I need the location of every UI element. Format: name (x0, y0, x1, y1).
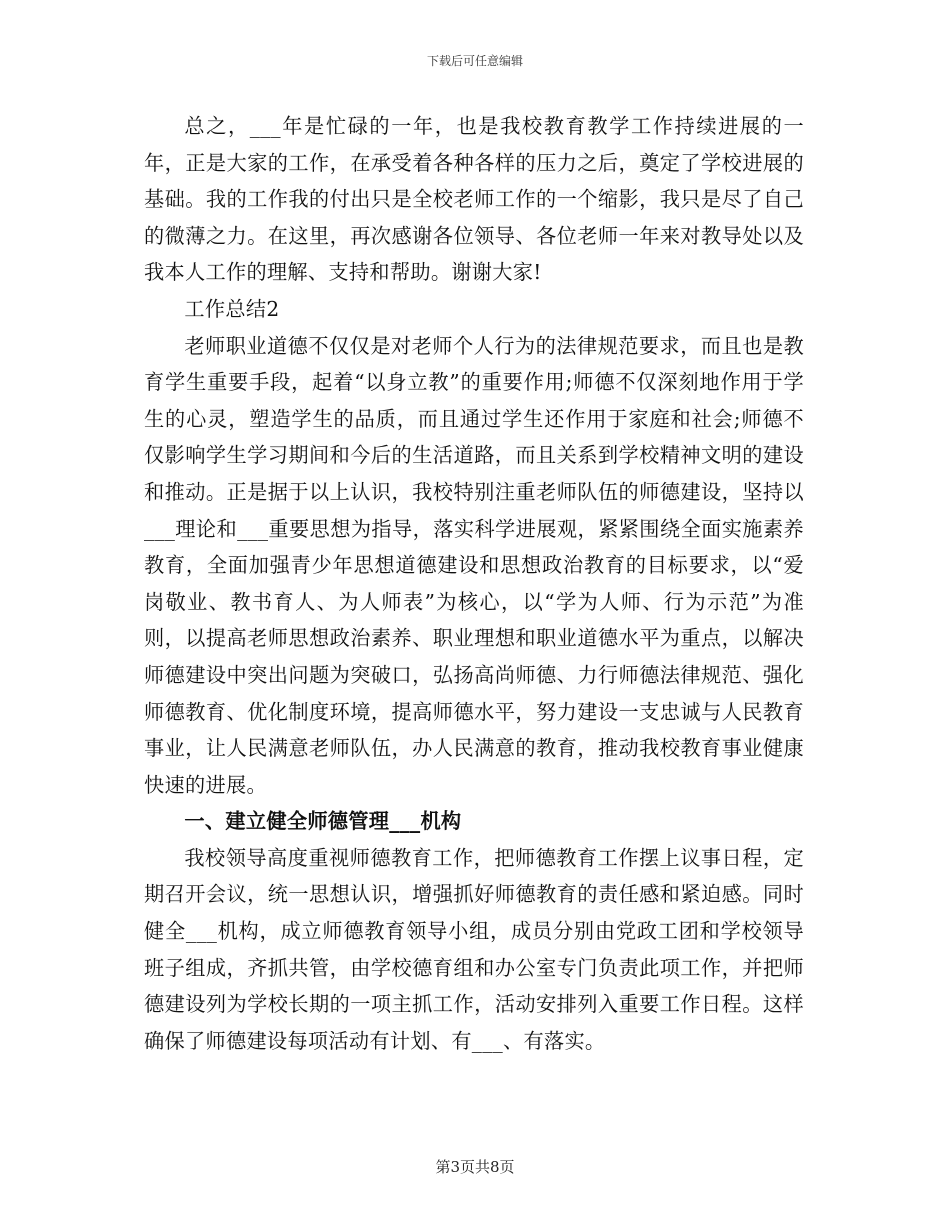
paragraph-teacher-ethics: 老师职业道德不仅仅是对老师个人行为的法律规范要求，而且也是教育学生重要手段，起着“以身立教”的重要作用;师德不仅深刻地作用于学生的心灵，塑造学生的品质，而且通过学生还作用于家庭和社会;师德不仅影响学生学习期间和今后的生活道路，而且关系到学校精神文明的建设和推动。正是据于以上认识，我校特别注重老师队伍的师德建设，坚持以___理论和___重要思想为指导，落实科学进展观，紧紧围绕全面实施素养教育，全面加强青少年思想道德建设和思想政治教育的目标要求，以“爱岗敬业、教书育人、为人师表”为核心，以“学为人师、行为示范”为准则，以提高老师思想政治素养、职业理想和职业道德水平为重点，以解决师德建设中突出问题为突破口，弘扬高尚师德、力行师德法律规范、强化师德教育、优化制度环境，提高师德水平，努力建设一支忠诚与人民教育事业，让人民满意老师队伍，办人民满意的教育，推动我校教育事业健康快速的进展。 (144, 333, 804, 797)
page-header: 下载后可任意编辑 (426, 54, 523, 68)
section-heading-1: 一、建立健全师德管理___机构 (184, 809, 462, 834)
section-title-work-summary-2: 工作总结2 (184, 296, 280, 321)
page-footer: 第3页共8页 (435, 1158, 515, 1176)
document-body (144, 108, 804, 1059)
paragraph-management: 我校领导高度重视师德教育工作，把师德教育工作摆上议事日程，定期召开会议，统一思想认识，增强抓好师德教育的责任感和紧迫感。同时健全___机构，成立师德教育领导小组，成员分别由党政工团和学校领导班子组成，齐抓共管，由学校德育组和办公室专门负责此项工作，并把师德建设列为学校长期的一项主抓工作，活动安排列入重要工作日程。这样确保了师德建设每项活动有计划、有___、有落实。 (144, 845, 804, 1053)
paragraph-conclusion: 总之，___年是忙碌的一年，也是我校教育教学工作持续进展的一年，正是大家的工作，在承受着各种各样的压力之后，奠定了学校进展的基础。我的工作我的付出只是全校老师工作的一个缩影，我只是尽了自己的微薄之力。在这里，再次感谢各位领导、各位老师一年来对教导处以及我本人工作的理解、支持和帮助。谢谢大家! (144, 114, 804, 285)
